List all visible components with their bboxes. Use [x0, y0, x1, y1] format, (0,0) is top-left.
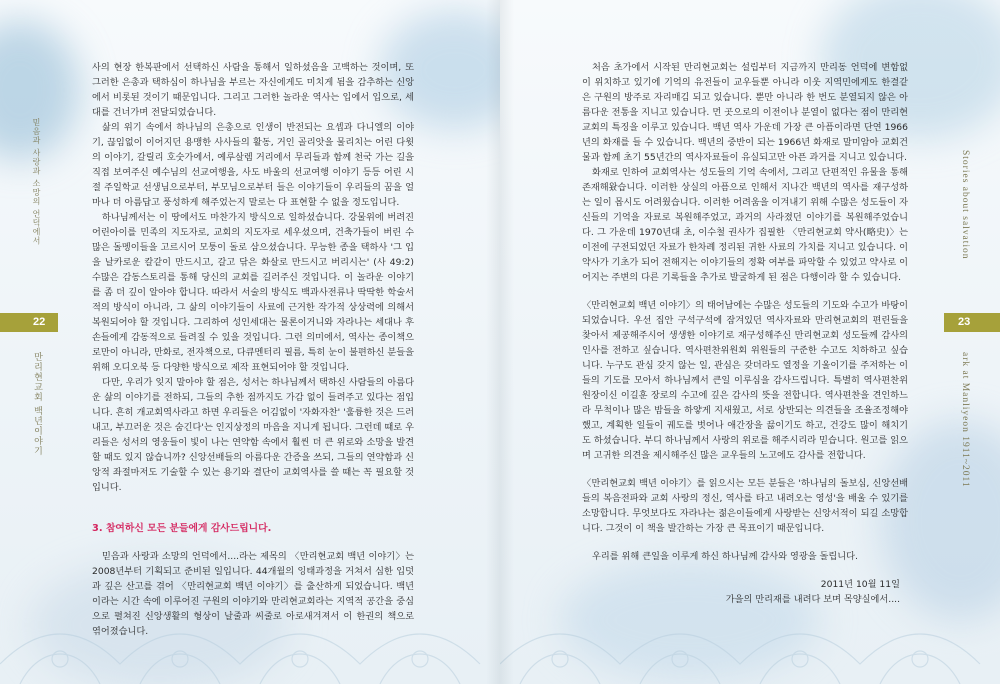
page-number: 22	[33, 316, 46, 328]
paragraph: 〈만리현교회 백년 이야기〉의 태어남에는 수많은 성도들의 기도와 수고가 바탕이 되었습니다. 우선 집안 구석구석에 잠겨있던 역사자료와 만리현교회의 편린들을 찾아서 제공해주시어 생생한 이야기로 재구성해주신 만리현교회 성도들께 감사의 인사를 전하고 싶습니다. 역사편찬위원회 위원들의 구준한 수고도 치하하고 싶습니다. 누구도 관심 갖지 않는 일, 관심은 갖더라도 열정을 기울이기를 주저하는 이들의 기도를 모아서 하나님께서 큰일 이루심을 감사드립니다. 특별히 역사편찬위원장이신 이길훈 장로의 수고에 깊은 감사의 뜻을 전합니다. 역사편찬을 견인하느라 무척이나 많은 밤들을 하얗게 지새웠고, 서로 상반되는 의견들을 조율조정해야 했고, 계획한 일들이 궤도를 벗어나 애간장을 끓이기도 하고, 건강도 많이 해치기도 하셨습니다. 부디 하나님께서 사랑의 위로를 해주시리라 믿습니다. 원고를 읽으며 고귀한 의견을 제시해주신 많은 교우들의 노고에도 감사를 전합니다.	[582, 300, 908, 461]
date: 2011년 10월 11일	[820, 579, 900, 590]
right-body-text	[582, 60, 908, 607]
section-heading: 3. 참여하신 모든 분들에게 감사드립니다.	[92, 523, 272, 534]
running-title-secondary: 만리현교회 백년이야기	[32, 352, 42, 456]
paragraph: 하나님께서는 이 땅에서도 마찬가지 방식으로 일하셨습니다. 강물위에 버려진 어린아이를 민족의 지도자로, 교회의 지도자로 세우셨으며, 건축가들이 버린 수많은 돌멩이들을 고르시어 모퉁이 돌로 삼으셨습니다. 무능한 종을 택하사 '그 입을 날카로운 칼같이 만드시고, 갈고 닦은 화살로 만드시고 버리시는' (사 49:2) 수많은 감동스토리를 통해 당신의 교회를 길러주신 것입니다. 이 놀라운 이야기를 좀 더 깊이 알아야 합니다. 따라서 서술의 방식도 백과사전류나 딱딱한 학술서적의 방식이 아니라, 그 삶의 이야기들이 사료에 근거한 작가적 상상력에 의해서 복원되어야 할 것입니다. 그리하여 성인세대는 물론이거니와 자라나는 세대나 후손들에게 감동적으로 들려질 수 있을 것입니다. 그런 의미에서, 역사는 종이책으로만이 아니라, 만화로, 전자책으로, 다큐멘터리 필름, 특히 눈이 불편하신 분들을 위해 오디오북 등 다양한 방식으로 제작 표현되어야 할 것입니다.	[92, 212, 414, 373]
paragraph: 삶의 위기 속에서 하나님의 은총으로 인생이 반전되는 요셉과 다니엘의 이야기, 끊임없이 이어지던 용맹한 사사들의 활동, 거인 골리앗을 물리치는 어린 다윗의 이야기, 갈릴리 호숫가에서, 예루살렘 거리에서 무리들과 함께 천국 가는 길을 직접 보여주신 예수님의 선교여행을, 사도 바울의 선교여행 이야기 등등 어린 시절 주일학교 선생님으로부터, 부모님으로부터 들은 이야기들이 우리들의 꿈을 얼마나 더 아름답고 풍성하게 해주었는지 말로는 다 표현할 수 없을 정도입니다.	[92, 122, 414, 208]
signature: 가을의 만리재를 내려다 보며 목양실에서....	[725, 594, 900, 605]
running-title-secondary: ark at Manliyeon 1911~2011	[960, 352, 970, 488]
page-number: 23	[958, 316, 971, 328]
paragraph: 믿음과 사랑과 소망의 언덕에서....라는 제목의 〈만리현교회 백년 이야기〉는 2008년부터 기획되고 준비된 일입니다. 44개월의 잉태과정을 거쳐서 심한 입덧과 깊은 산고를 겪어 〈만리현교회 백년 이야기〉를 출산하게 되었습니다. 백년이라는 시간 속에 이루어진 구원의 이야기와 만리현교회라는 지역적 공간을 중심으로 펼쳐진 신앙생활의 형상이 날줄과 씨줄로 아로새겨져서 이 한권의 책으로 엮어졌습니다.	[92, 551, 414, 637]
page-number-band	[0, 313, 58, 332]
paragraph: 다만, 우리가 잊지 말아야 할 점은, 성서는 하나님께서 택하신 사람들의 아름다운 삶의 이야기를 전하되, 그들의 추한 점까지도 가감 없이 들려주고 있다는 점입니다. 흔히 개교회역사라고 하면 우리들은 어김없이 '자화자찬' '훌륭한 것은 드러내고, 부끄러운 것은 숨긴다'는 인지상정의 마음을 지니게 됩니다. 그런데 때로 우리들은 성서의 영웅들이 빛이 나는 연약함 속에서 훨씬 더 큰 위로와 소망을 발견할 때도 있지 않습니까? 신앙선배들의 아름다운 간증을 쓰되, 그들의 연약함과 신앙적 좌절마저도 기술할 수 있는 용기와 결단이 교회역사를 쓸 때는 꼭 필요할 것입니다.	[92, 377, 414, 493]
paragraph: 사의 현장 한복판에서 선택하신 사람을 통해서 일하셨음을 고백하는 것이며, 또 그러한 은총과 택하심이 하나님을 부르는 자신에게도 미치게 됨을 감추하는 신앙에서 비롯된 것이기 때문입니다. 그리고 그러한 놀라운 역사는 입에서 입으로, 세대를 건너가며 전달되었습니다.	[92, 62, 414, 118]
right-page	[500, 0, 1000, 684]
running-title: Stories about salvation	[960, 150, 970, 260]
paragraph: 처음 초가에서 시작된 만리현교회는 설립부터 지금까지 만리동 언덕에 변함없이 위치하고 있기에 기억의 유전들이 교우들뿐 아니라 이웃 지역민에게도 한결같은 구원의 방주로 자리매김 되고 있습니다. 뿐만 아니라 한 번도 분열되지 않은 아름다운 전통을 지니고 있습니다. 먼 곳으로의 이전이나 분열이 없다는 점이 만리현교회의 특징을 이루고 있습니다. 백년 역사 가운데 가장 큰 아픔이라면 단연 1966년의 화재를 들 수 있습니다. 백년의 중반이 되는 1966년 화재로 말미암아 교회건물과 함께 초기 55년간의 역사자료들이 유실되고만 아픈 과거를 지니고 있습니다.	[582, 62, 908, 163]
left-body-text	[92, 60, 414, 639]
paragraph: 〈만리현교회 백년 이야기〉를 읽으시는 모든 분들은 '하나님의 돌보심, 신앙선배들의 복음전파와 교회 사랑의 정신, 역사를 타고 내려오는 영성'을 배울 수 있기를 소망합니다. 무엇보다도 자라나는 젊은이들에게 사랑받는 신앙서적이 되길 소망합니다. 그것이 이 책을 발간하는 가장 큰 목표이기 때문입니다.	[582, 478, 908, 534]
paragraph: 우리를 위해 큰일을 이루게 하신 하나님께 감사와 영광을 돌립니다.	[592, 551, 858, 562]
paragraph: 화재로 인하여 교회역사는 성도들의 기억 속에서, 그리고 단편적인 유물을 통해 존재해왔습니다. 이러한 상실의 아픔으로 인해서 지나간 백년의 역사를 재구성하는 일이 몹시도 어려웠습니다. 이러한 어려움을 이겨내기 위해 수많은 성도들이 자신들의 기억을 자료로 복원해주었고, 과거의 사라졌던 이야기를 복원해주었습니다. 그 가운데 1970년대 초, 이수철 권사가 집필한 〈만리현교회 약사(略史)〉는 이전에 구전되었던 자료가 한차례 정리된 귀한 사료의 가치를 지니고 있습니다. 이 약사가 기초가 되어 전해지는 이야기들의 정확 여부를 파악할 수 있었고 약사로 이어지는 주변의 다른 기록들을 추가로 발굴하게 된 점은 다행이라 할 수 있습니다.	[582, 167, 908, 283]
page-number-band	[944, 313, 1000, 332]
book-gutter	[486, 0, 514, 684]
running-title: 믿음과 사랑과 소망의 언덕에서	[32, 118, 41, 246]
